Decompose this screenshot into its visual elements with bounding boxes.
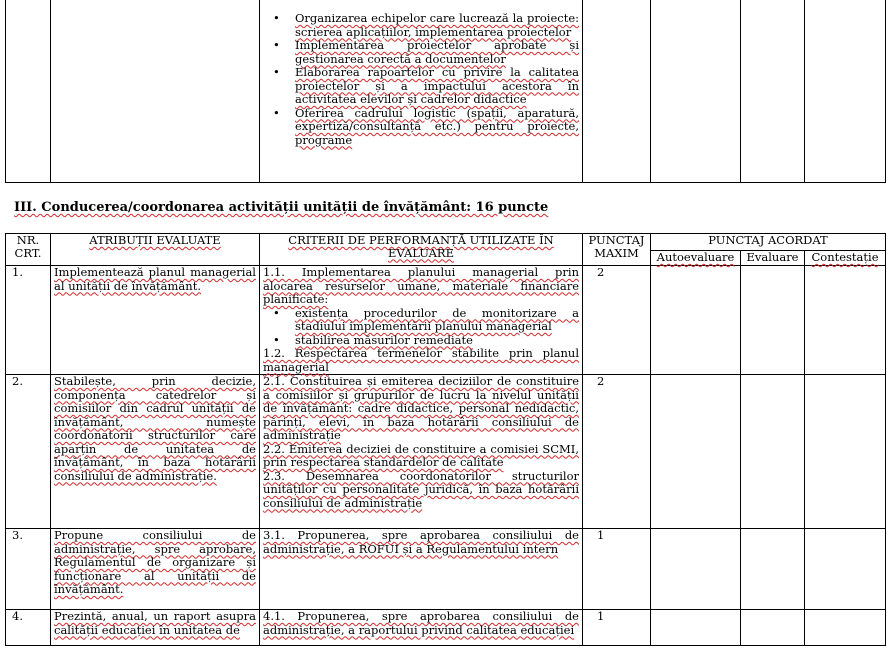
row-criterii xyxy=(260,375,583,529)
col-header-autoevaluare: Autoevaluare xyxy=(651,251,741,266)
list-item: • stabilirea măsurilor remediate xyxy=(287,334,579,348)
row-atributie: Stabilește, prin decizie, componența catedrelor și comisiilor din cadrul unității de învățământ, numește coordonatorii structurilor care aparțin de unitatea de învățământ, în baza hotărârii consiliului de administrație. xyxy=(51,375,260,529)
contestatie-cell[interactable] xyxy=(805,375,886,529)
evaluare-cell[interactable] xyxy=(741,266,805,375)
autoevaluare-cell[interactable] xyxy=(651,266,741,375)
list-item: • existența procedurilor de monitorizare a stadiului implementării planului managerial xyxy=(287,307,579,334)
list-item: • Implementarea proiectelor aprobate și gestionarea corectă a documentelor xyxy=(287,39,579,66)
table-row xyxy=(6,375,886,529)
row-punctaj-maxim: 1 xyxy=(583,529,651,610)
previous-section-table xyxy=(5,0,886,183)
col-header-evaluare: Evaluare xyxy=(741,251,805,266)
list-item: • Elaborarea rapoartelor cu privire la calitatea proiectelor și a impactului acestora în activitatea elevilor și cadrelor didactice xyxy=(287,66,579,107)
col-header-punctaj-acordat: PUNCTAJ ACORDAT xyxy=(651,234,886,251)
col-header-contestatie: Contestație xyxy=(805,251,886,266)
criteria-bullet-list xyxy=(263,12,579,147)
row-punctaj-maxim: 2 xyxy=(583,375,651,529)
criterion: 4.1. Propunerea, spre aprobarea consiliului de administrație, a raportului privind calitatea educației xyxy=(263,609,579,637)
criterion: 1.1. Implementarea planului managerial prin alocarea resurselor umane, materiale financiare planificate: xyxy=(263,265,579,306)
table-row xyxy=(6,529,886,610)
col-header-criterii: CRITERII DE PERFORMANȚĂ UTILIZATE ÎN EVALUARE xyxy=(260,234,583,266)
table-row xyxy=(6,266,886,375)
criterion: 2.1. Constituirea și emiterea deciziilor de constituire a comisiilor și grupurilor de lucru la nivelul unității de învățământ: cadre didactice, personal nedidactic, părinți, elevi, în baza hotărârii consiliului de administrație xyxy=(263,374,579,442)
row-number: 2. xyxy=(6,375,51,529)
section-heading: III. Conducerea/coordonarea activității unității de învățământ: 16 puncte xyxy=(14,200,549,215)
row-punctaj-maxim: 2 xyxy=(583,266,651,375)
list-item: • Oferirea cadrului logistic (spații, aparatură, expertiză/consultanță etc.) pentru proiecte, programe xyxy=(287,107,579,148)
criteria-cell xyxy=(260,0,583,183)
row-criterii xyxy=(260,610,583,646)
criteria-bullet-list xyxy=(263,307,579,348)
col-header-nr: NR. CRT. xyxy=(6,234,51,266)
table-row xyxy=(6,610,886,646)
col-header-atributii: ATRIBUȚII EVALUATE xyxy=(51,234,260,266)
evaluare-cell[interactable] xyxy=(741,610,805,646)
row-number: 1. xyxy=(6,266,51,375)
row-punctaj-maxim: 1 xyxy=(583,610,651,646)
autoevaluare-cell[interactable] xyxy=(651,529,741,610)
header-row xyxy=(6,234,886,251)
autoevaluare-cell[interactable] xyxy=(651,375,741,529)
row-atributie: Implementează planul managerial al unității de învățământ. xyxy=(51,266,260,375)
contestatie-cell[interactable] xyxy=(805,610,886,646)
row-atributie: Prezintă, anual, un raport asupra calității educației în unitatea de xyxy=(51,610,260,646)
criterion: 2.3. Desemnarea coordonatorilor structurilor unităților cu personalitate juridică, în baza hotărârii consiliului de administrație xyxy=(263,468,579,510)
criterion: 1.2. Respectarea termenelor stabilite prin planul managerial xyxy=(263,346,579,374)
evaluare-cell[interactable] xyxy=(741,529,805,610)
row-number: 4. xyxy=(6,610,51,646)
empty-cell xyxy=(51,0,260,183)
contestatie-cell[interactable] xyxy=(805,266,886,375)
evaluare-cell[interactable] xyxy=(741,375,805,529)
evaluation-table xyxy=(5,233,886,646)
autoevaluare-cell[interactable] xyxy=(651,610,741,646)
criterion: 3.1. Propunerea, spre aprobarea consiliului de administrație, a ROFUI și a Regulamentului intern xyxy=(263,528,579,556)
row-criterii xyxy=(260,266,583,375)
empty-cell xyxy=(651,0,741,183)
row-atributie: Propune consiliului de administrație, spre aprobare, Regulamentul de organizare și funcționare al unității de învățământ. xyxy=(51,529,260,610)
empty-cell xyxy=(583,0,651,183)
list-item: • Organizarea echipelor care lucrează la proiecte: scrierea aplicațiilor, implementarea proiectelor xyxy=(287,12,579,39)
row-number: 3. xyxy=(6,529,51,610)
col-header-punctaj-maxim: PUNCTAJ MAXIM xyxy=(583,234,651,266)
criterion: 2.2. Emiterea deciziei de constituire a comisiei SCMI, prin respectarea standardelor de calitate xyxy=(263,441,579,469)
contestatie-cell[interactable] xyxy=(805,529,886,610)
row-criterii xyxy=(260,529,583,610)
empty-cell xyxy=(741,0,805,183)
empty-cell xyxy=(805,0,886,183)
empty-cell xyxy=(6,0,51,183)
